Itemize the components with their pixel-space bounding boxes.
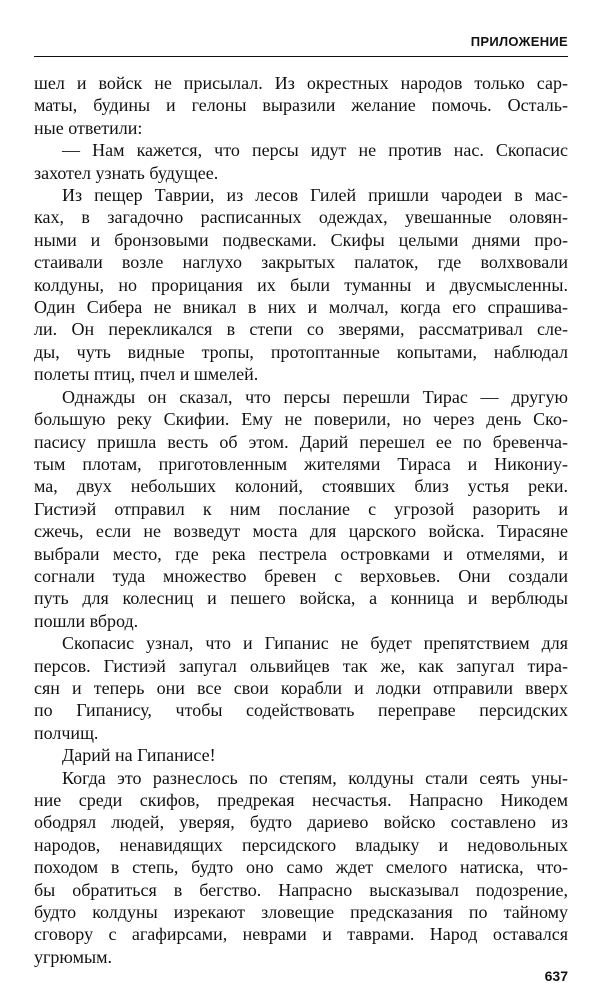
text-line: Дарий на Гипанисе! (62, 745, 216, 766)
text-line: шел и войск не присылал. Из окрестных народов только сар- (34, 73, 568, 93)
text-line: сжечь, если не возведут моста для царского войска. Тирасяне (34, 521, 568, 542)
text-line: по Гипанису, чтобы содействовать переправе персидских (34, 700, 568, 721)
text-line: согнали туда множество бревен с верховьев. Они создали (34, 565, 568, 586)
text-line: путь для колесниц и пешего войска, а конница и верблюды (34, 588, 568, 609)
text-line: Однажды он сказал, что персы перешли Тирас — другую (62, 386, 568, 407)
text-line: выбрали место, где река пестрела островками и отмелями, и (34, 543, 568, 564)
text-line: ках, в загадочно расписанных одеждах, увешанные оловян- (34, 207, 568, 228)
text-line: колдуны, но прорицания их были туманны и двусмысленны. (34, 274, 568, 295)
paragraph (34, 72, 568, 139)
text-line: пасису пришла весть об этом. Дарий перешел ее по бревенча- (34, 431, 568, 452)
text-line: ободрял людей, уверяя, будто дариево войско составлено из (34, 812, 568, 833)
text-line: угрюмым. (34, 946, 112, 967)
text-line: ма, двух небольших колоний, стоявших близ устья реки. (34, 476, 568, 497)
text-line: народов, ненавидящих персидского владыку и недовольных (34, 834, 568, 855)
paragraph (34, 744, 568, 766)
text-line: походом в степь, будто оно само ждет смелого натиска, что- (34, 857, 568, 878)
text-line: бы обратиться в бегство. Напрасно высказывал подозрение, (34, 879, 568, 900)
text-line: полчищ. (34, 722, 99, 743)
text-line: персов. Гистиэй запугал ольвийцев так же, как запугал тира- (34, 655, 568, 676)
text-line: Скопасис узнал, что и Гипанис не будет препятствием для (62, 633, 568, 654)
page-number: 637 (544, 968, 568, 984)
paragraph (34, 767, 568, 969)
text-line: сговору с агафирсами, неврами и таврами. Народ оставался (34, 924, 568, 945)
text-line: захотел узнать будущее. (34, 162, 219, 183)
paragraph (34, 184, 568, 386)
text-line: ды, чуть видные тропы, протоптанные копытами, наблюдал (34, 341, 568, 362)
text-line: ные ответили: (34, 117, 143, 138)
text-line: большую реку Скифии. Ему не поверили, но через день Ско- (34, 409, 568, 430)
paragraph (34, 386, 568, 632)
running-header-title: ПРИЛОЖЕНИЕ (470, 34, 568, 49)
text-line: Из пещер Таврии, из лесов Гилей пришли чародеи в мас- (62, 185, 568, 206)
body-text (34, 72, 568, 968)
text-line: ли. Он перекликался в степи со зверями, рассматривал сле- (34, 319, 568, 340)
text-line: — Нам кажется, что персы идут не против нас. Скопасис (62, 140, 568, 161)
text-line: Один Сибера не вникал в них и молчал, когда его спрашива- (34, 297, 568, 318)
text-line: ными и бронзовыми подвесками. Скифы целыми днями про- (34, 229, 568, 250)
paragraph (34, 139, 568, 184)
text-line: маты, будины и гелоны выразили желание помочь. Осталь- (34, 95, 568, 116)
text-line: стаивали возле наглухо закрытых палаток, где волхвовали (34, 252, 568, 273)
text-line: Когда это разнеслось по степям, колдуны стали сеять уны- (62, 767, 568, 788)
text-line: будто колдуны изрекают зловещие предсказания по тайному (34, 902, 568, 923)
text-line: тым плотам, приготовленным жителями Тираса и Никониу- (34, 453, 568, 474)
paragraph (34, 632, 568, 744)
text-line: Гистиэй отправил к ним послание с угрозой разорить и (34, 498, 568, 519)
text-line: сян и теперь они все свои корабли и лодки отправили вверх (34, 677, 568, 698)
text-line: ние среди скифов, предрекая несчастья. Напрасно Никодем (34, 790, 568, 810)
text-line: полеты птиц, пчел и шмелей. (34, 364, 259, 385)
header-rule (34, 56, 568, 57)
text-line: пошли вброд. (34, 610, 139, 631)
